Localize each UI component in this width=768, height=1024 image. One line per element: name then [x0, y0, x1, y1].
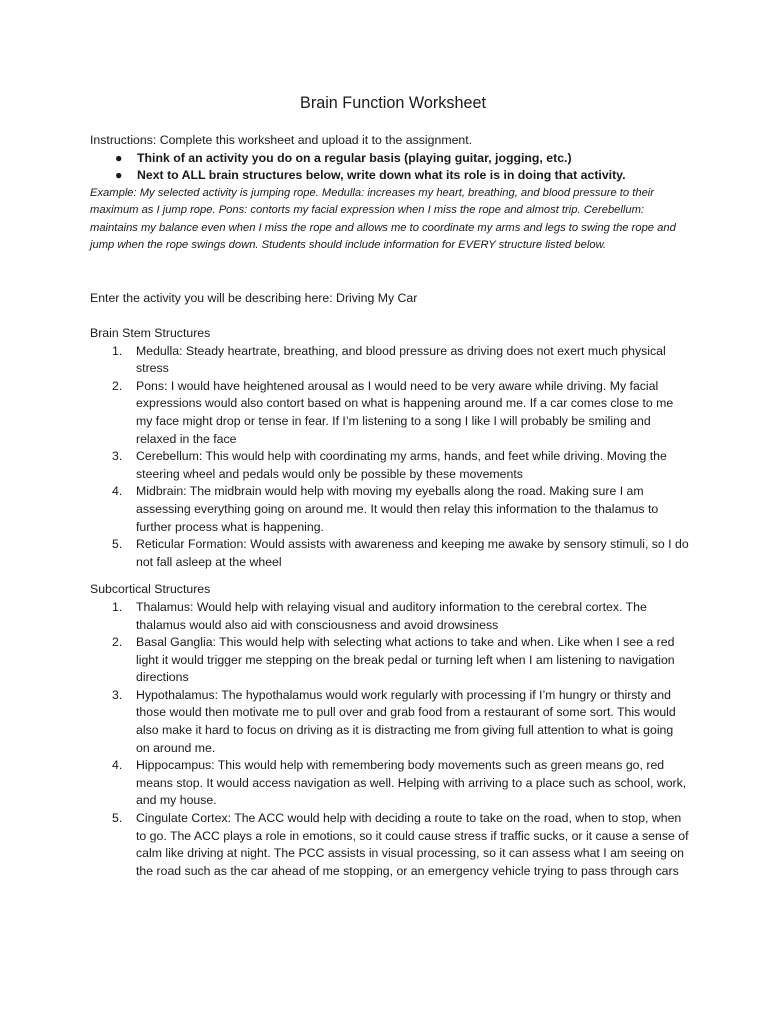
list-item	[112, 448, 690, 483]
list-item-text: Reticular Formation: Would assists with awareness and keeping me awake by sensory stimuli, so I do not fall asleep at the wheel	[136, 537, 689, 569]
list-number: 4.	[112, 758, 123, 773]
page-title: Brain Function Worksheet	[300, 94, 486, 112]
list-item	[112, 757, 690, 810]
list-number: 3.	[112, 449, 123, 464]
list-item-text: Basal Ganglia: This would help with selecting what actions to take and when. Like when I see a red light it would trigger me stepping on the break pedal or turning left when I am listening to navigation directions	[136, 635, 675, 685]
list-item	[112, 536, 690, 571]
instruction-bullets	[90, 150, 690, 185]
list-item	[112, 810, 690, 880]
bullet-text: Think of an activity you do on a regular basis (playing guitar, jogging, etc.)	[137, 150, 572, 165]
list-number: 1.	[112, 343, 123, 358]
list-number: 5.	[112, 537, 123, 552]
list-item-text: Pons: I would have heightened arousal as I would need to be very aware while driving. My facial expressions would also contort based on what is happening around me. If a car comes close to me my face might drop or tense in fear. If I’m listening to a song I like I will probably be smiling and relaxed in the face	[136, 378, 674, 446]
bullet-icon: ●	[115, 150, 123, 165]
example-text: Example: My selected activity is jumping rope. Medulla: increases my heart, breathing, and blood pressure to their maximum as I jump rope. Pons: contorts my facial expression when I miss the rope and almost trip. Cerebellum: maintains my balance even when I miss the rope and allows me to coordinate my arms and legs to swing the rope and jump when the rope swings down. Students should include information for EVERY structure listed below.	[90, 186, 676, 251]
list-item-text: Thalamus: Would help with relaying visual and auditory information to the cerebral cortex. The thalamus would also aid with consciousness and avoid drowsiness	[136, 599, 647, 632]
bullet-text: Next to ALL brain structures below, write down what its role is in doing that activity.	[137, 168, 626, 183]
list-item	[112, 634, 690, 687]
list-number: 4.	[112, 484, 123, 499]
subcortical-heading: Subcortical Structures	[90, 582, 211, 597]
list-number: 2.	[112, 378, 123, 393]
list-number: 1.	[112, 599, 123, 614]
brain-stem-heading: Brain Stem Structures	[90, 326, 211, 340]
list-item	[112, 343, 690, 378]
instructions-text: Instructions: Complete this worksheet and upload it to the assignment.	[90, 133, 473, 147]
list-item-text: Cerebellum: This would help with coordinating my arms, hands, and feet while driving. Moving the steering wheel and pedals would only be possible by these movements	[136, 449, 667, 481]
bullet-item	[115, 167, 690, 185]
activity-line: Enter the activity you will be describing here: Driving My Car	[90, 291, 418, 306]
list-item-text: Hypothalamus: The hypothalamus would work regularly with processing if I’m hungry or thirsty and those would then motivate me to pull over and grab food from a restaurant of some sort. This would also make it hard to focus on driving as it is distracting me from giving full attention to what is going on around me.	[136, 687, 676, 755]
list-number: 2.	[112, 635, 123, 650]
list-number: 5.	[112, 811, 123, 826]
bullet-icon: ●	[115, 168, 123, 183]
list-item-text: Hippocampus: This would help with remembering body movements such as green means go, red means stop. It would access navigation as well. Helping with arriving to a place such as school, work, and my house.	[136, 758, 687, 808]
bullet-item	[115, 150, 690, 168]
list-number: 3.	[112, 687, 123, 702]
brain-stem-list	[90, 343, 690, 572]
list-item-text: Cingulate Cortex: The ACC would help with deciding a route to take on the road, when to stop, when to go. The ACC plays a role in emotions, so it could cause stress if traffic sucks, or it cause a sense of calm like driving at night. The PCC assists in visual processing, so it can assess what I am seeing on the road such as the car ahead of me stopping, or an emergency vehicle trying to pass through cars	[136, 811, 689, 878]
list-item	[112, 483, 690, 536]
list-item	[112, 687, 690, 757]
list-item	[112, 599, 690, 634]
list-item	[112, 378, 690, 448]
subcortical-list	[90, 599, 690, 881]
worksheet-page	[90, 92, 690, 890]
list-item-text: Medulla: Steady heartrate, breathing, and blood pressure as driving does not exert much physical stress	[136, 343, 666, 376]
list-item-text: Midbrain: The midbrain would help with moving my eyeballs along the road. Making sure I am assessing everything going on around me. It would then relay this information to the thalamus to further process what is happening.	[136, 484, 659, 534]
